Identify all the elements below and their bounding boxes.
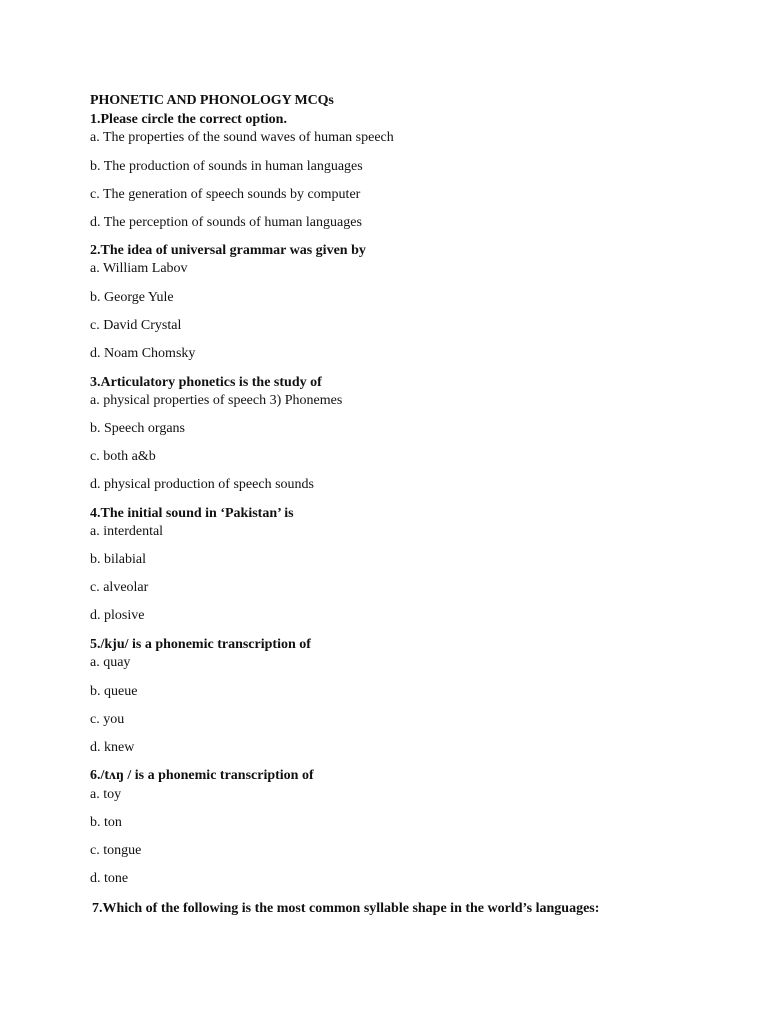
question-1-option-b: b. The production of sounds in human languages: [90, 159, 363, 174]
question-5-option-a: a. quay: [90, 655, 131, 670]
question-1-option-a: a. The properties of the sound waves of human speech: [90, 130, 394, 145]
question-2-option-c: c. David Crystal: [90, 318, 182, 333]
question-6-option-b: b. ton: [90, 815, 122, 830]
question-5-option-c: c. you: [90, 712, 125, 727]
question-6-option-c: c. tongue: [90, 843, 142, 858]
question-4-option-d: d. plosive: [90, 608, 145, 623]
question-5-option-d: d. knew: [90, 740, 135, 755]
question-3-option-d: d. physical production of speech sounds: [90, 477, 314, 492]
question-1-prompt: 1.Please circle the correct option.: [90, 112, 287, 127]
question-1-option-c: c. The generation of speech sounds by computer: [90, 187, 361, 202]
question-2-option-b: b. George Yule: [90, 290, 174, 305]
question-7-prompt: 7.Which of the following is the most common syllable shape in the world’s languages:: [92, 901, 600, 916]
question-5-option-b: b. queue: [90, 684, 138, 699]
question-3-prompt: 3.Articulatory phonetics is the study of: [90, 375, 322, 390]
question-4-option-a: a. interdental: [90, 524, 164, 539]
question-2-option-a: a. William Labov: [90, 261, 188, 276]
document-title: PHONETIC AND PHONOLOGY MCQs: [90, 93, 334, 108]
question-3-option-a: a. physical properties of speech 3) Phonemes: [90, 393, 343, 408]
question-5-prompt: 5./kju/ is a phonemic transcription of: [90, 637, 311, 652]
question-3-option-b: b. Speech organs: [90, 421, 185, 436]
question-2-option-d: d. Noam Chomsky: [90, 346, 196, 361]
question-1-option-d: d. The perception of sounds of human languages: [90, 215, 362, 230]
question-2-prompt: 2.The idea of universal grammar was given by: [90, 243, 366, 258]
question-4-prompt: 4.The initial sound in ‘Pakistan’ is: [90, 506, 294, 521]
question-4-option-b: b. bilabial: [90, 552, 146, 567]
question-4-option-c: c. alveolar: [90, 580, 149, 595]
question-6-option-a: a. toy: [90, 787, 122, 802]
question-6-option-d: d. tone: [90, 871, 129, 886]
question-6-prompt: 6./tʌŋ / is a phonemic transcription of: [90, 768, 314, 783]
question-3-option-c: c. both a&b: [90, 449, 156, 464]
